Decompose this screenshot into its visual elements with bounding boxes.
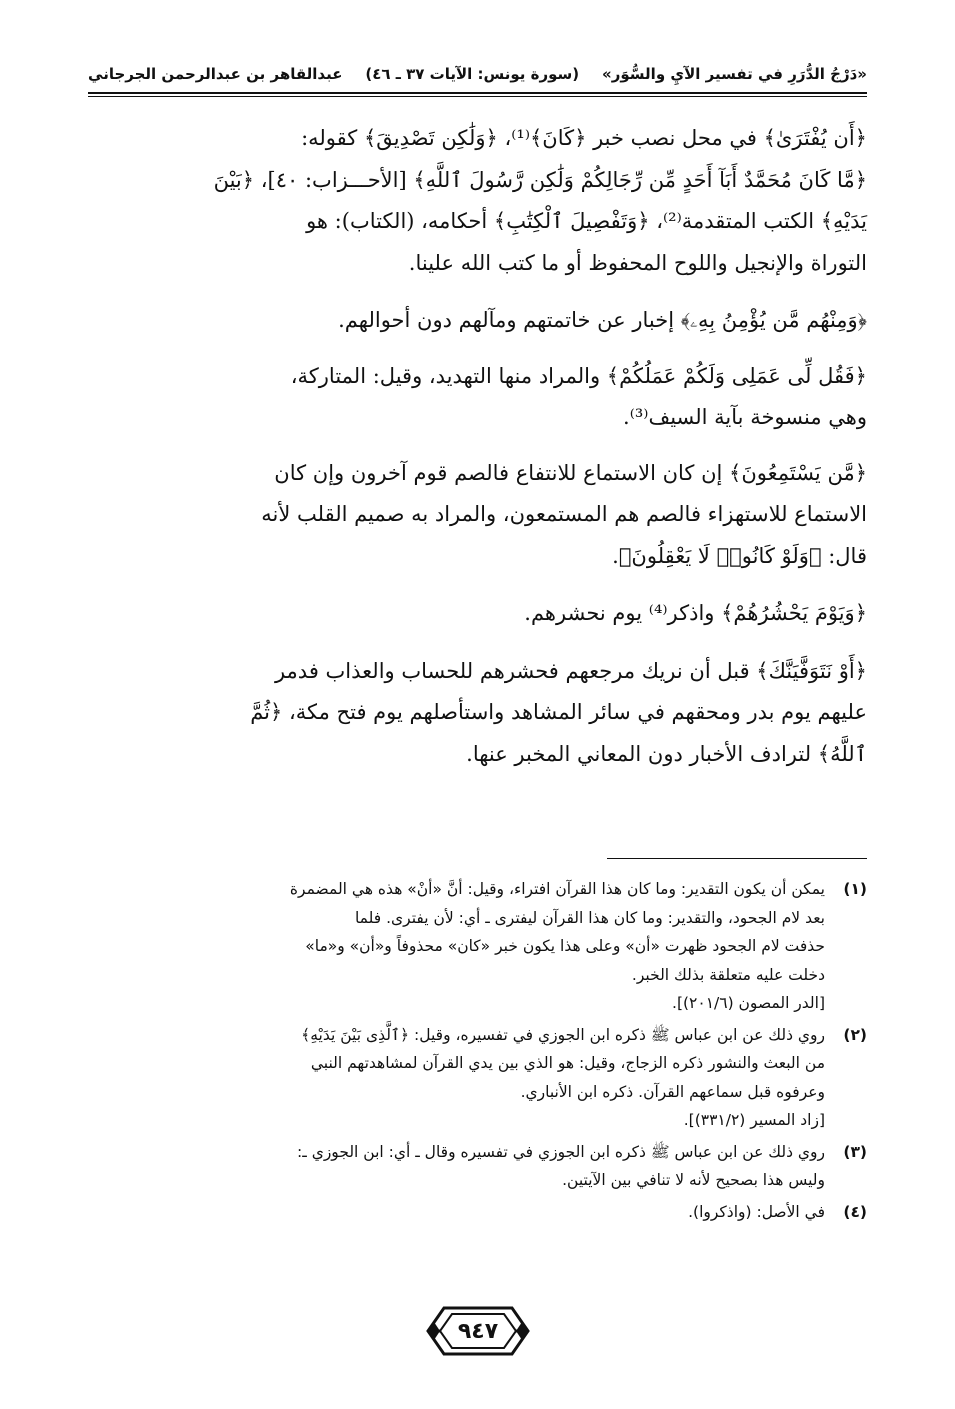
commentary-paragraph	[88, 300, 867, 342]
footnote-text	[88, 1021, 825, 1135]
footnote-text	[88, 1198, 825, 1227]
footnote-number: (٣)	[843, 1142, 867, 1161]
header-book-title: «دَرْجُ الدُّرَرِ في تفسير الآيِ والسُّوَر»	[602, 65, 867, 83]
paragraph-line: ﴿مَّن يَسْتَمِعُونَ﴾ إن كان الاستماع للانتفاع فالصم قوم آخرون وإن كان	[274, 460, 867, 485]
footnote	[88, 875, 867, 1018]
header-divider-thin	[88, 96, 867, 97]
commentary-paragraph	[88, 356, 867, 439]
page-number: ٩٤٧	[457, 1318, 499, 1344]
footnote-line: وليس هذا بصحيح لأنه لا تنافي بين الآيتين.	[562, 1171, 825, 1189]
paragraph-line: ﴿وَمِنْهُم مَّن يُؤْمِنُ بِهِۦ﴾ إخبار عن خاتمتهم ومآلهم دون أحوالهم.	[338, 308, 867, 332]
paragraph-line: ﴿مَّا كَانَ مُحَمَّدٌ أَبَآ أَحَدٍ مِّن رِّجَالِكُمْ وَلَٰكِن رَّسُولَ ٱللَّهِ﴾ [الأحـــزاب: ٤٠]، ﴿بَيْنَ	[213, 167, 867, 192]
paragraph-line: ٱللَّهُ﴾ لترادف الأخبار دون المعاني المخبر عنها.	[466, 741, 867, 766]
running-header	[88, 58, 867, 90]
footnote-line: في الأصل: (واذكروا).	[688, 1202, 825, 1221]
footnote	[88, 1198, 867, 1227]
footnote-line: [الدر المصون (٢٠١/٦)].	[672, 994, 825, 1012]
footnote-text	[88, 1138, 825, 1195]
main-text	[88, 118, 867, 775]
paragraph-line: عليهم يوم بدر ومحقهم في سائر المشاهد واستأصلهم يوم فتح مكة، ﴿ثُمَّ	[250, 700, 867, 724]
commentary-paragraph	[88, 593, 867, 635]
footnote	[88, 1021, 867, 1135]
footnote-number: (٢)	[843, 1025, 867, 1044]
footnote-line: من البعث والنشور ذكره الزجاج، وقيل: هو الذي بين يدي القرآن لمشاهدتهم النبي	[310, 1054, 825, 1072]
paragraph-line: ﴿وَيَوْمَ يَحْشُرُهُمْ﴾ واذكر⁽⁴⁾ يوم نحشرهم.	[524, 601, 867, 625]
footnote-line: دخلت عليه متعلقة بذلك الخبر.	[631, 965, 825, 984]
commentary-paragraph	[88, 651, 867, 776]
paragraph-line: التوراة والإنجيل واللوح المحفوظ أو ما كتب الله علينا.	[408, 250, 867, 275]
header-author: عبدالقاهر بن عبدالرحمن الجرجاني	[88, 65, 343, 83]
footnote-line: يمكن أن يكون التقدير: وما كان هذا القرآن افتراء، وقيل: أنَّ «أنْ» هذه هي المضمرة	[289, 880, 825, 898]
footnote-text	[88, 875, 825, 1018]
footnotes	[88, 875, 867, 1229]
paragraph-line: ﴿فَقُل لِّى عَمَلِى وَلَكُمْ عَمَلُكُمْ﴾ والمراد منها التهديد، وقيل: المتاركة،	[290, 363, 867, 388]
footnote-line: روي ذلك عن ابن عباس ﷺ ذكره ابن الجوزي في تفسيره وقال ـ أي: ابن الجوزي ـ:	[297, 1142, 825, 1161]
footnote-line: [زاد المسير (٣٣١/٢)].	[683, 1111, 825, 1129]
paragraph-line: قال: ﴿وَلَوْ كَانُوا۟ لَا يَعْقِلُونَ﴾.	[612, 543, 867, 568]
header-divider	[88, 92, 867, 94]
footnote-number: (١)	[843, 880, 867, 898]
paragraph-line: ﴿أَوْ نَتَوَفَّيَنَّكَ﴾ قبل أن نريك مرجعهم فحشرهم للحساب والعذاب فدمر	[274, 658, 867, 683]
paragraph-line: يَدَيْهِ﴾ الكتب المتقدمة⁽²⁾، ﴿وَتَفْصِيلَ ٱلْكِتَٰبِ﴾ أحكامه، (الكتاب): هو	[306, 209, 867, 233]
paragraph-line: الاستماع للاستهزاء فالصم هم المستمعون، والمراد به صميم القلب لأنه	[261, 502, 867, 526]
commentary-paragraph	[88, 453, 867, 578]
footnote-number: (٤)	[843, 1202, 867, 1221]
paragraph-line: ﴿أَن يُفْتَرَىٰ﴾ في محل نصب خبر ﴿كَانَ﴾⁽¹⁾، ﴿وَلَٰكِن تَصْدِيقَ﴾ كقوله:	[301, 126, 867, 150]
header-surah-range: (سورة يونس: الآيات ٣٧ ـ ٤٦)	[365, 65, 580, 83]
page-number-ornament	[424, 1300, 532, 1362]
footnote-line: بعد لام الجحود، والتقدير: وما كان هذا القرآن ليفترى ـ أي: لأن يفترى. فلما	[354, 908, 825, 927]
commentary-paragraph	[88, 118, 867, 284]
paragraph-line: وهي منسوخة بآية السيف⁽³⁾.	[623, 405, 867, 429]
footnote-line: حذفت لام الجحود ظهرت «أن» وعلى هذا يكون خبر «كان» محذوفاً و«أن» و«ما»	[305, 937, 825, 955]
footnote-line: روي ذلك عن ابن عباس ﷺ ذكره ابن الجوزي في تفسيره، وقيل: ﴿ٱلَّذِى بَيْنَ يَدَيْهِ﴾	[301, 1025, 825, 1044]
footnote-line: وعرفوه قبل سماعهم القرآن. ذكره ابن الأنباري.	[520, 1082, 825, 1101]
footnote	[88, 1138, 867, 1195]
footnote-divider	[607, 858, 867, 859]
